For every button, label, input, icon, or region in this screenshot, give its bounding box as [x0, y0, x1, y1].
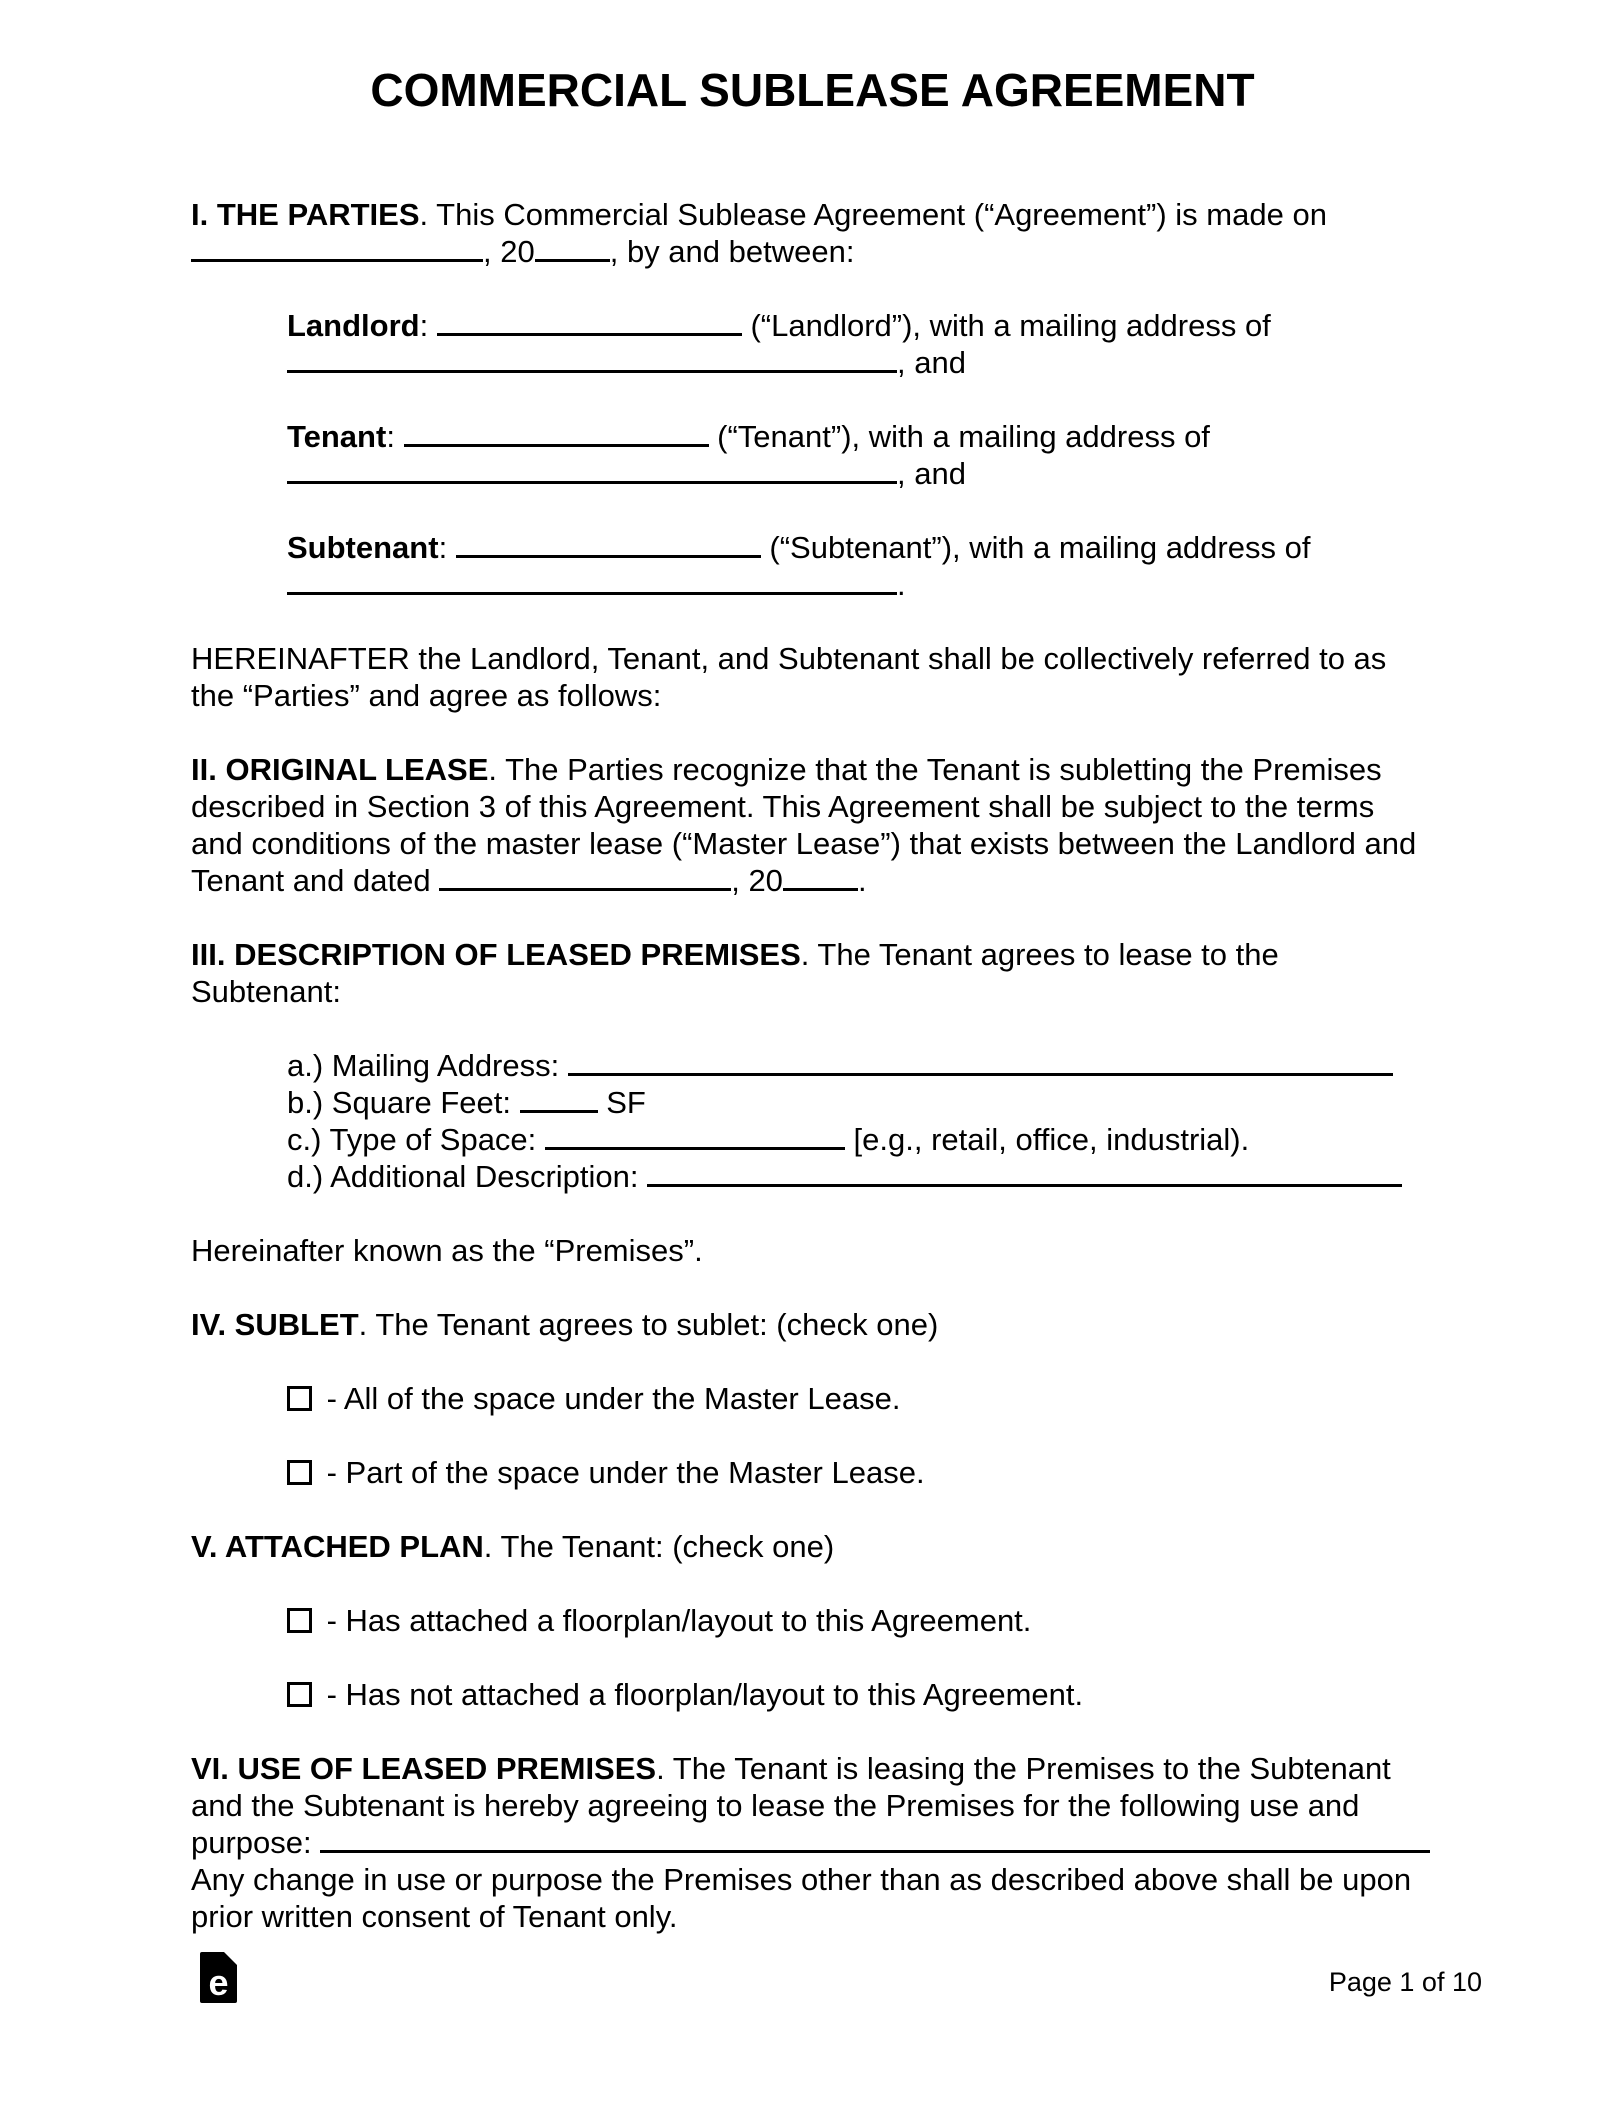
landlord-text-2: , and: [897, 345, 966, 380]
agreement-year-blank[interactable]: [535, 235, 610, 262]
landlord-address-blank[interactable]: [287, 346, 897, 373]
section-1-parties: [191, 196, 1434, 270]
list-item-additional-description: [287, 1158, 1434, 1195]
section-3-heading: III. DESCRIPTION OF LEASED PREMISES: [191, 937, 801, 972]
section-2-text: . The Parties recognize that the Tenant is subletting the Premises described in Section 3 of this Agreement. This Agreement shall be subject to the terms and conditions of the master lease (“Master Lease”) that exists between the Landlord and Tenant and dated: [191, 752, 1417, 898]
premises-mailing-address-blank[interactable]: [568, 1049, 1393, 1076]
sublet-option-all-label: - All of the space under the Master Lease.: [318, 1381, 901, 1416]
plan-option-attached: [287, 1602, 1434, 1639]
section-5-attached-plan: [191, 1528, 1434, 1565]
hereinafter-paragraph: HEREINAFTER the Landlord, Tenant, and Subtenant shall be collectively referred to as the “Parties” and agree as follows:: [191, 641, 1387, 713]
landlord-block: [287, 307, 1434, 381]
section-2-original-lease: [191, 751, 1434, 899]
section-1-text-3: , by and between:: [609, 234, 855, 269]
section-6-text: . The Tenant is leasing the Premises to the Subtenant and the Subtenant is hereby agreeing to lease the Premises for the following use and purpose:: [191, 1751, 1391, 1860]
checkbox-plan-not-attached[interactable]: [287, 1682, 312, 1707]
additional-description-blank[interactable]: [647, 1160, 1402, 1187]
plan-option-not-attached-label: - Has not attached a floorplan/layout to this Agreement.: [318, 1677, 1084, 1712]
section-3-text: . The Tenant agrees to lease to the Subtenant:: [191, 937, 1279, 1009]
tenant-name-blank[interactable]: [404, 420, 709, 447]
logo-letter: e: [208, 1962, 229, 2003]
subtenant-block: [287, 529, 1434, 603]
checkbox-sublet-all[interactable]: [287, 1386, 312, 1411]
subtenant-label: Subtenant: [287, 530, 439, 565]
section-1-text: . This Commercial Sublease Agreement (“Agreement”) is made on: [419, 197, 1327, 232]
master-lease-year-blank[interactable]: [783, 864, 858, 891]
section-2-text-3: .: [857, 863, 867, 898]
section-3-description: [191, 936, 1434, 1010]
list-item-mailing-address: [287, 1047, 1434, 1084]
section-4-text: . The Tenant agrees to sublet: (check one): [358, 1307, 939, 1342]
landlord-text: (“Landlord”), with a mailing address of: [741, 308, 1271, 343]
plan-option-attached-label: - Has attached a floorplan/layout to this Agreement.: [318, 1603, 1032, 1638]
master-lease-date-blank[interactable]: [439, 864, 731, 891]
landlord-name-blank[interactable]: [437, 309, 742, 336]
section-6-text-2: Any change in use or purpose the Premises other than as described above shall be upon prior written consent of Tenant only.: [191, 1862, 1412, 1934]
type-of-space-suffix: [e.g., retail, office, industrial).: [844, 1122, 1250, 1157]
square-feet-suffix: SF: [597, 1085, 646, 1120]
tenant-block: [287, 418, 1434, 492]
sublet-option-part-label: - Part of the space under the Master Lease.: [318, 1455, 925, 1490]
section-6-use-of-premises: [191, 1750, 1434, 1935]
agreement-date-blank[interactable]: [191, 235, 483, 262]
premises-detail-list: [287, 1047, 1434, 1195]
tenant-label: Tenant: [287, 419, 387, 454]
mailing-address-label: a.) Mailing Address:: [287, 1048, 568, 1083]
page-title: COMMERCIAL SUBLEASE AGREEMENT: [370, 64, 1255, 116]
plan-option-not-attached: [287, 1676, 1434, 1713]
section-5-heading: V. ATTACHED PLAN: [191, 1529, 484, 1564]
subtenant-name-blank[interactable]: [456, 531, 761, 558]
additional-description-label: d.) Additional Description:: [287, 1159, 648, 1194]
type-of-space-blank[interactable]: [545, 1123, 845, 1150]
landlord-label: Landlord: [287, 308, 420, 343]
tenant-address-blank[interactable]: [287, 457, 897, 484]
subtenant-address-blank[interactable]: [287, 568, 897, 595]
section-4-heading: IV. SUBLET: [191, 1307, 359, 1342]
list-item-type-of-space: [287, 1121, 1434, 1158]
sublet-option-part: [287, 1454, 1434, 1491]
section-2-text-2: , 20: [731, 863, 783, 898]
checkbox-plan-attached[interactable]: [287, 1608, 312, 1633]
section-4-sublet: [191, 1306, 1434, 1343]
checkbox-sublet-part[interactable]: [287, 1460, 312, 1485]
tenant-colon: :: [386, 419, 404, 454]
tenant-text: (“Tenant”), with a mailing address of: [708, 419, 1210, 454]
subtenant-text: (“Subtenant”), with a mailing address of: [760, 530, 1311, 565]
document-content: [191, 62, 1434, 1972]
section-1-text-2: , 20: [483, 234, 535, 269]
sublet-option-all: [287, 1380, 1434, 1417]
square-feet-label: b.) Square Feet:: [287, 1085, 520, 1120]
list-item-square-feet: [287, 1084, 1434, 1121]
tenant-text-2: , and: [897, 456, 966, 491]
landlord-colon: :: [419, 308, 437, 343]
section-5-text: . The Tenant: (check one): [483, 1529, 835, 1564]
section-6-heading: VI. USE OF LEASED PREMISES: [191, 1751, 657, 1786]
eforms-logo: [200, 1952, 237, 2003]
page-number: Page 1 of 10: [1328, 1967, 1482, 1997]
section-2-heading: II. ORIGINAL LEASE: [191, 752, 489, 787]
section-1-heading: I. THE PARTIES: [191, 197, 420, 232]
use-purpose-blank[interactable]: [320, 1826, 1430, 1853]
subtenant-colon: :: [438, 530, 456, 565]
premises-note: Hereinafter known as the “Premises”.: [191, 1233, 703, 1268]
type-of-space-label: c.) Type of Space:: [287, 1122, 545, 1157]
subtenant-text-2: .: [897, 567, 906, 602]
square-feet-blank[interactable]: [520, 1086, 598, 1113]
